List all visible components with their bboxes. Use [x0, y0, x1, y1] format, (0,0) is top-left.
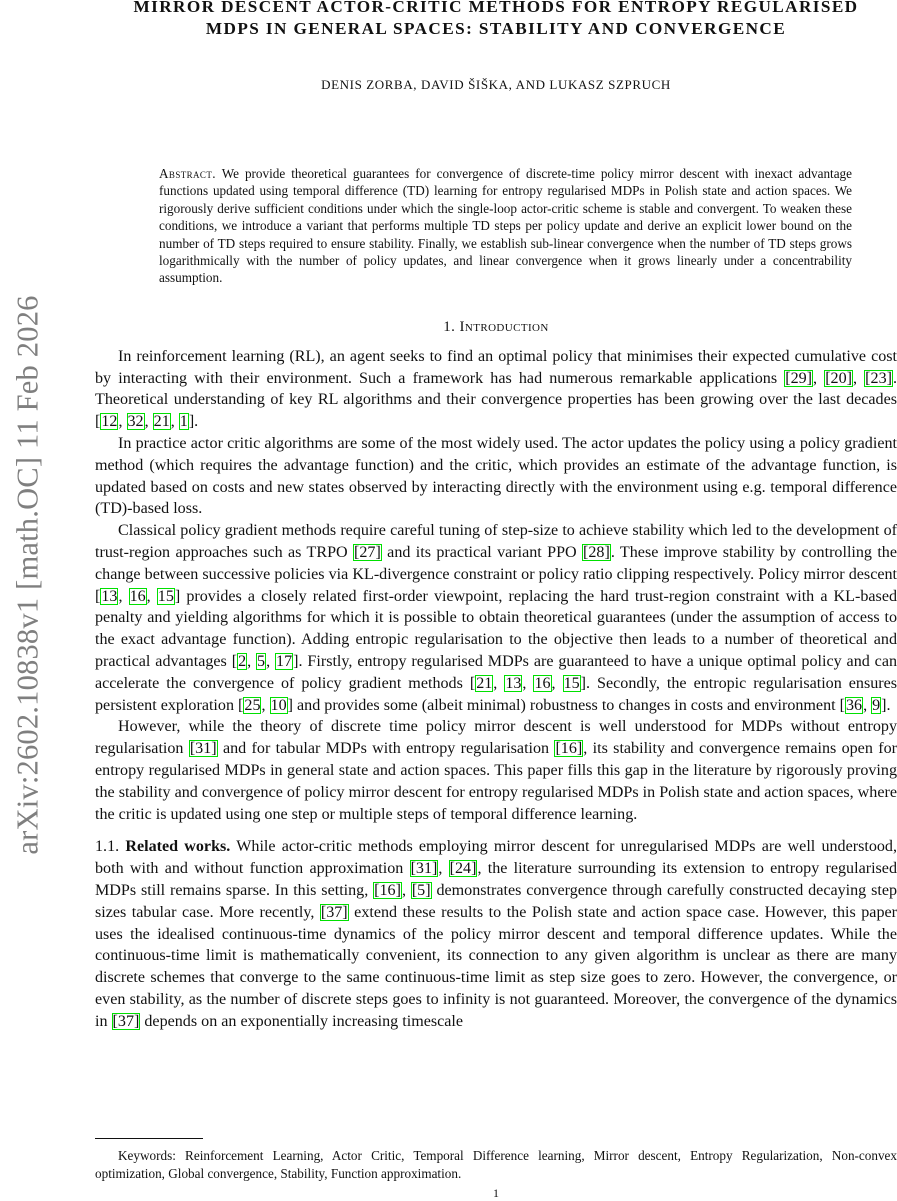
- arxiv-identifier: arXiv:2602.10838v1 [math.OC] 11 Feb 2026: [10, 295, 45, 855]
- text-run: ,: [551, 674, 563, 692]
- citation-link[interactable]: 2: [238, 653, 247, 670]
- text-run: . These improve stability by controlling the change between successive policies via KL-divergence constraint or policy ratio clipping respectively. Policy mirror descent [: [95, 544, 897, 605]
- text-run: and for tabular MDPs with entropy regularisation: [217, 740, 555, 758]
- section-heading-introduction: [95, 319, 897, 336]
- text-run: ,: [493, 674, 505, 692]
- section-title: Introduction: [459, 318, 549, 335]
- abstract: [159, 165, 852, 287]
- citation-link[interactable]: 15: [157, 587, 174, 605]
- text-run: extend these results to the Polish state and action space case. However, this paper uses the idealised continuous-time dynamics of the policy mirror descent and temporal difference updates. While the continuous-time limit is mathematically convenient, its connection to any given algorithm is unclear as there are many discrete schemes that converge to the same continuous-time limit as step size goes to zero. However, the convergence, or even stability, as the number of discrete steps goes to infinity is not guaranteed. Moreover, the convergence of the dynamics in: [95, 903, 897, 1030]
- citation-link[interactable]: 10: [270, 696, 287, 714]
- paragraph: In practice actor critic algorithms are some of the most widely used. The actor updates the policy using a policy gradient method (which requires the advantage function) and the critic, which provides an estimate of the advantage function, is updated based on costs and new states observed by interacting directly with the environment using e.g. temporal difference (TD)-based loss.: [95, 435, 897, 518]
- text-run: ]. Secondly, the entropic regularisation ensures persistent exploration [: [95, 674, 897, 714]
- text-run: ,: [266, 653, 276, 670]
- text-run: ,: [170, 413, 179, 431]
- citation-link[interactable]: 36: [845, 696, 863, 714]
- citation-link[interactable]: [29]: [785, 369, 813, 387]
- text-run: Classical policy gradient methods require careful tuning of step-size to achieve stability which led to the development of trust-region approaches such as TRPO: [95, 522, 897, 562]
- text-run: ] and provides some (albeit minimal) robustness to changes in costs and environment [: [287, 696, 845, 714]
- keywords-label: Keywords:: [118, 1148, 176, 1163]
- text-run: demonstrates convergence through carefully constructed decaying step sizes tabular case. More recently,: [95, 881, 897, 921]
- citation-link[interactable]: 16: [534, 674, 551, 692]
- citation-link[interactable]: 21: [476, 674, 493, 692]
- citation-link[interactable]: 1: [179, 413, 188, 431]
- text-run: ,: [813, 369, 825, 387]
- citation-link[interactable]: 17: [276, 653, 293, 670]
- text-run: ,: [144, 413, 153, 431]
- citation-link[interactable]: [27]: [354, 544, 381, 562]
- text-run: . Theoretical understanding of key RL algorithms and their convergence properties has been growing over the last decades [: [95, 369, 897, 431]
- introduction-body: [95, 346, 897, 826]
- citation-link[interactable]: [20]: [825, 369, 853, 387]
- page-number: 1: [493, 1186, 499, 1200]
- citation-link[interactable]: [28]: [583, 544, 610, 562]
- paragraph: [95, 346, 897, 433]
- citation-link[interactable]: 9: [872, 696, 881, 714]
- citation-link[interactable]: 5: [257, 653, 266, 670]
- text-run: , the literature surrounding its extension to entropy regularised MDPs still remains sparse. In this setting,: [95, 860, 897, 899]
- text-run: ,: [863, 696, 872, 714]
- citation-link[interactable]: [24]: [449, 860, 477, 878]
- text-run: depends on an exponentially increasing timescale: [140, 1012, 464, 1030]
- text-run: However, while the theory of discrete time policy mirror descent is well understood for MDPs without entropy regularisation: [95, 718, 897, 758]
- text-run: ,: [853, 369, 865, 387]
- text-run: ].: [881, 696, 891, 714]
- citation-link[interactable]: 13: [505, 674, 522, 692]
- related-works-paragraph: [95, 836, 897, 1032]
- text-run: While actor-critic methods employing mirror descent for unregularised MDPs are well understood, both with and without function approximation: [95, 838, 897, 878]
- citation-link[interactable]: [23]: [865, 369, 892, 387]
- keywords-footnote: [95, 1147, 897, 1183]
- citation-link[interactable]: [31]: [410, 860, 438, 878]
- citation-link[interactable]: [16]: [555, 740, 583, 758]
- text-run: ]. Firstly, entropy regularised MDPs are guaranteed to have a unique optimal policy and can accelerate the convergence of policy gradient methods [: [95, 653, 897, 692]
- title-line-1: MIRROR DESCENT ACTOR-CRITIC METHODS FOR ENTROPY REGULARISED: [133, 0, 859, 16]
- footnote-rule: [95, 1138, 203, 1139]
- text-run: ].: [188, 413, 199, 431]
- subsection-number: 1.1.: [95, 838, 120, 856]
- citation-link[interactable]: 15: [563, 674, 580, 692]
- authors: DENIS ZORBA, DAVID ŠIŠKA, AND LUKASZ SZPRUCH: [321, 77, 671, 92]
- citation-link[interactable]: 13: [101, 587, 118, 605]
- citation-link[interactable]: [31]: [189, 740, 217, 758]
- keywords-text: Reinforcement Learning, Actor Critic, Temporal Difference learning, Mirror descent, Entropy Regularization, Non-convex optimization, Global convergence, Stability, Function approximation.: [95, 1148, 897, 1181]
- citation-link[interactable]: [16]: [374, 881, 401, 899]
- citation-link[interactable]: 25: [244, 696, 261, 714]
- text-run: ,: [522, 674, 534, 692]
- citation-link[interactable]: 16: [129, 587, 146, 605]
- citation-link[interactable]: 32: [127, 413, 144, 431]
- title-line-2: MDPS IN GENERAL SPACES: STABILITY AND CONVERGENCE: [205, 19, 787, 38]
- text-run: ] provides a closely related first-order viewpoint, replacing the hard trust-region constraint with a KL-based penalty and yielding algorithms for which it is possible to obtain theoretical guarantees (under the assumption of access to the exact advantage function). Adding entropic regularisation to the objective then leads to a number of theoretical and practical advantages [: [95, 587, 897, 670]
- text-run: ,: [118, 413, 127, 431]
- text-run: and its practical variant PPO: [381, 544, 583, 562]
- text-run: , its stability and convergence remains open for entropy regularised MDPs in general state and action spaces. This paper fills this gap in the literature by rigorously proving the stability and convergence of policy mirror descent for entropy regularised MDPs in Polish state and action spaces, where the critic is updated using one step or multiple steps of temporal difference learning.: [95, 740, 897, 823]
- citation-link[interactable]: [37]: [320, 903, 348, 921]
- paragraph: [95, 716, 897, 825]
- text-run: ,: [438, 860, 449, 878]
- text-run: ,: [146, 587, 157, 605]
- text-run: ,: [247, 653, 257, 670]
- citation-link[interactable]: [37]: [112, 1012, 140, 1030]
- section-number: 1.: [443, 318, 456, 335]
- text-run: ,: [401, 881, 411, 899]
- text-run: ,: [118, 587, 129, 605]
- abstract-label: Abstract.: [159, 166, 216, 181]
- citation-link[interactable]: [5]: [411, 881, 431, 899]
- abstract-text: We provide theoretical guarantees for convergence of discrete-time policy mirror descent with inexact advantage functions updated using temporal difference (TD) learning for entropy regularised MDPs in Polish state and action spaces. We rigorously derive sufficient conditions under which the single-loop actor-critic scheme is stable and convergent. To weaken these conditions, we introduce a variant that performs multiple TD steps per policy update and derive an explicit lower bound on the number of TD steps required to ensure stability. Finally, we establish sub-linear convergence when the number of TD steps grows logarithmically with the number of policy updates, and linear convergence when it grows linearly under a concentrability assumption.: [159, 166, 852, 286]
- citation-link[interactable]: 12: [101, 413, 118, 431]
- subsection-heading: Related works.: [125, 838, 231, 856]
- paper-title: [95, 0, 897, 40]
- arxiv-sidebar: [0, 0, 60, 1200]
- paper-page: [95, 0, 897, 1200]
- citation-link[interactable]: 21: [153, 413, 170, 431]
- text-run: In reinforcement learning (RL), an agent seeks to find an optimal policy that minimises their expected cumulative cost by interacting with their environment. Such a framework has had numerous remarkable applications: [95, 347, 897, 387]
- paragraph: [95, 520, 897, 716]
- text-run: ,: [261, 696, 270, 714]
